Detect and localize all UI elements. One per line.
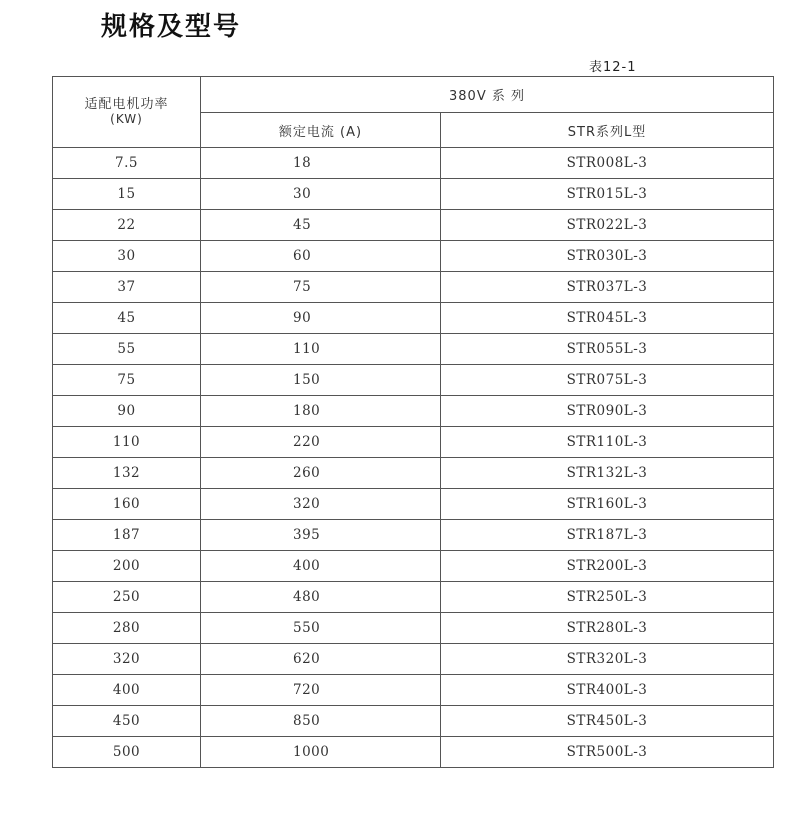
current-cell: 320 — [201, 489, 441, 520]
model-cell: STR110L-3 — [441, 427, 774, 458]
power-cell: 500 — [53, 737, 201, 768]
power-cell: 160 — [53, 489, 201, 520]
current-cell: 30 — [201, 179, 441, 210]
model-cell: STR450L-3 — [441, 706, 774, 737]
model-cell: STR008L-3 — [441, 148, 774, 179]
current-cell: 45 — [201, 210, 441, 241]
series-header: 380V 系 列 — [201, 77, 774, 113]
model-cell: STR045L-3 — [441, 303, 774, 334]
power-cell: 90 — [53, 396, 201, 427]
current-cell: 90 — [201, 303, 441, 334]
table-row — [53, 737, 774, 768]
table-row — [53, 613, 774, 644]
power-cell: 22 — [53, 210, 201, 241]
current-cell: 850 — [201, 706, 441, 737]
model-cell: STR090L-3 — [441, 396, 774, 427]
power-cell: 75 — [53, 365, 201, 396]
table-row — [53, 148, 774, 179]
model-cell: STR280L-3 — [441, 613, 774, 644]
current-cell: 150 — [201, 365, 441, 396]
model-cell: STR030L-3 — [441, 241, 774, 272]
table-row — [53, 551, 774, 582]
current-cell: 220 — [201, 427, 441, 458]
power-cell: 7.5 — [53, 148, 201, 179]
table-row — [53, 241, 774, 272]
model-cell: STR187L-3 — [441, 520, 774, 551]
table-row — [53, 272, 774, 303]
current-cell: 550 — [201, 613, 441, 644]
table-row — [53, 365, 774, 396]
power-cell: 15 — [53, 179, 201, 210]
power-cell: 37 — [53, 272, 201, 303]
model-column-header: STR系列L型 — [441, 113, 774, 148]
power-cell: 187 — [53, 520, 201, 551]
spec-table — [52, 76, 774, 768]
table-row — [53, 489, 774, 520]
model-cell: STR037L-3 — [441, 272, 774, 303]
table-number: 表12-1 — [589, 60, 637, 75]
current-cell: 1000 — [201, 737, 441, 768]
power-cell: 132 — [53, 458, 201, 489]
power-cell: 450 — [53, 706, 201, 737]
table-row — [53, 675, 774, 706]
current-cell: 620 — [201, 644, 441, 675]
current-cell: 260 — [201, 458, 441, 489]
power-header-unit: (KW) — [110, 112, 143, 126]
table-body — [53, 148, 774, 768]
power-column-header — [53, 77, 201, 148]
power-cell: 280 — [53, 613, 201, 644]
table-row — [53, 458, 774, 489]
current-cell: 60 — [201, 241, 441, 272]
model-cell: STR075L-3 — [441, 365, 774, 396]
model-cell: STR250L-3 — [441, 582, 774, 613]
power-cell: 110 — [53, 427, 201, 458]
power-cell: 55 — [53, 334, 201, 365]
table-row — [53, 520, 774, 551]
power-cell: 400 — [53, 675, 201, 706]
current-cell: 395 — [201, 520, 441, 551]
table-row — [53, 303, 774, 334]
model-cell: STR160L-3 — [441, 489, 774, 520]
model-cell: STR200L-3 — [441, 551, 774, 582]
current-cell: 400 — [201, 551, 441, 582]
current-cell: 180 — [201, 396, 441, 427]
power-cell: 200 — [53, 551, 201, 582]
model-cell: STR320L-3 — [441, 644, 774, 675]
model-cell: STR400L-3 — [441, 675, 774, 706]
current-cell: 75 — [201, 272, 441, 303]
table-row — [53, 706, 774, 737]
current-cell: 480 — [201, 582, 441, 613]
current-cell: 720 — [201, 675, 441, 706]
current-cell: 110 — [201, 334, 441, 365]
current-cell: 18 — [201, 148, 441, 179]
power-cell: 320 — [53, 644, 201, 675]
page-title: 规格及型号 — [101, 12, 242, 42]
table-row — [53, 334, 774, 365]
model-cell: STR132L-3 — [441, 458, 774, 489]
table-row — [53, 210, 774, 241]
table-row — [53, 427, 774, 458]
table-row — [53, 644, 774, 675]
power-header-label: 适配电机功率 — [84, 97, 169, 112]
table-row — [53, 396, 774, 427]
table-header-row — [53, 77, 774, 113]
current-column-header: 额定电流 (A) — [201, 113, 441, 148]
model-cell: STR500L-3 — [441, 737, 774, 768]
model-cell: STR055L-3 — [441, 334, 774, 365]
table-row — [53, 179, 774, 210]
model-cell: STR015L-3 — [441, 179, 774, 210]
table-row — [53, 582, 774, 613]
model-cell: STR022L-3 — [441, 210, 774, 241]
power-cell: 45 — [53, 303, 201, 334]
power-cell: 250 — [53, 582, 201, 613]
power-cell: 30 — [53, 241, 201, 272]
